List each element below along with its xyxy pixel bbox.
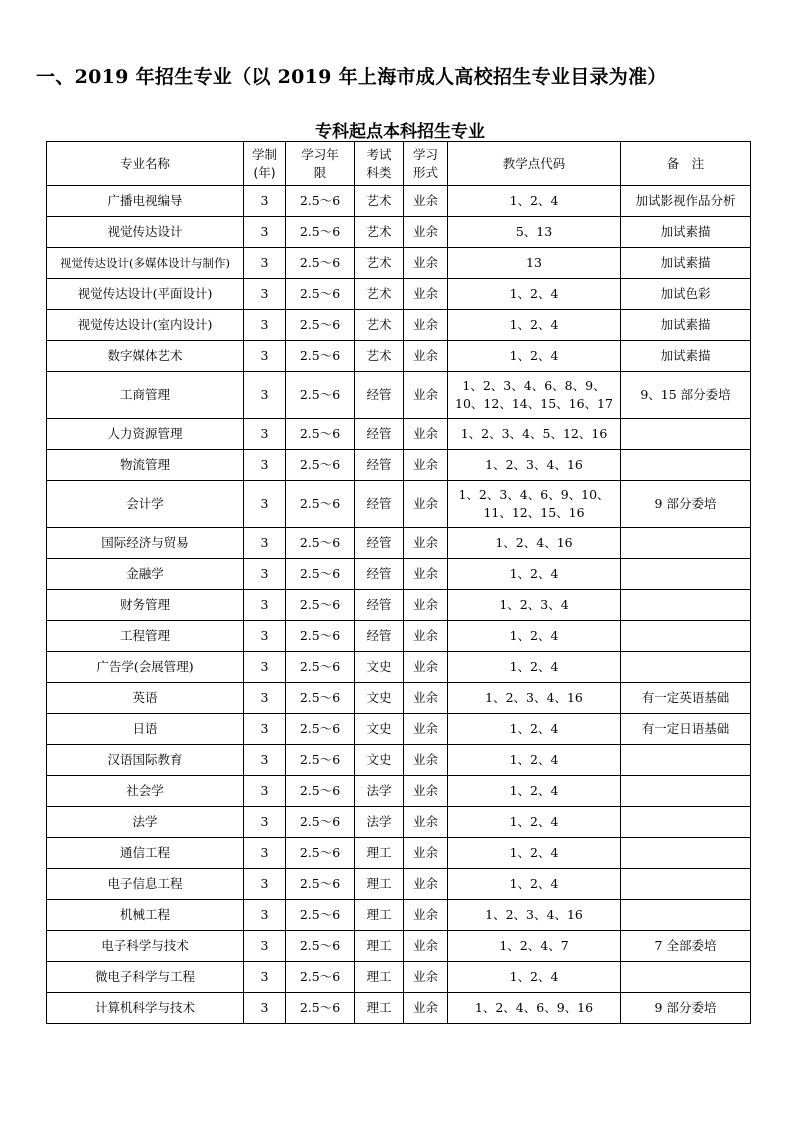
cell-mode: 业余 — [404, 481, 448, 528]
col-header-notes: 备 注 — [621, 142, 751, 186]
cell-years: 2.5～6 — [286, 450, 355, 481]
cell-codes: 1、2、4 — [448, 869, 621, 900]
cell-mode: 业余 — [404, 652, 448, 683]
cell-subject: 文史 — [355, 714, 404, 745]
cell-mode: 业余 — [404, 931, 448, 962]
cell-codes: 1、2、4 — [448, 652, 621, 683]
cell-codes: 1、2、3、4、6、9、10、11、12、15、16 — [448, 481, 621, 528]
table-row — [47, 248, 751, 279]
cell-duration: 3 — [244, 621, 286, 652]
cell-duration: 3 — [244, 559, 286, 590]
cell-notes: 7 全部委培 — [621, 931, 751, 962]
cell-codes: 5、13 — [448, 217, 621, 248]
cell-years: 2.5～6 — [286, 683, 355, 714]
cell-codes: 1、2、4、16 — [448, 528, 621, 559]
cell-duration: 3 — [244, 590, 286, 621]
cell-codes: 1、2、4 — [448, 745, 621, 776]
cell-name: 电子科学与技术 — [47, 931, 244, 962]
cell-mode: 业余 — [404, 590, 448, 621]
cell-name: 工程管理 — [47, 621, 244, 652]
cell-name: 视觉传达设计 — [47, 217, 244, 248]
cell-mode: 业余 — [404, 683, 448, 714]
cell-years: 2.5～6 — [286, 807, 355, 838]
cell-mode: 业余 — [404, 248, 448, 279]
table-header — [47, 142, 751, 186]
cell-subject: 理工 — [355, 962, 404, 993]
cell-codes: 1、2、4 — [448, 279, 621, 310]
table-row — [47, 807, 751, 838]
cell-name: 英语 — [47, 683, 244, 714]
cell-subject: 艺术 — [355, 341, 404, 372]
cell-notes — [621, 419, 751, 450]
cell-duration: 3 — [244, 714, 286, 745]
cell-notes — [621, 838, 751, 869]
cell-notes — [621, 590, 751, 621]
table-row — [47, 481, 751, 528]
cell-notes — [621, 559, 751, 590]
col-header-mode — [404, 142, 448, 186]
cell-codes: 1、2、4 — [448, 962, 621, 993]
table-row — [47, 341, 751, 372]
cell-name: 电子信息工程 — [47, 869, 244, 900]
cell-years: 2.5～6 — [286, 372, 355, 419]
cell-years: 2.5～6 — [286, 217, 355, 248]
cell-duration: 3 — [244, 450, 286, 481]
cell-name: 视觉传达设计(多媒体设计与制作) — [47, 248, 244, 279]
table-row — [47, 450, 751, 481]
cell-subject: 经管 — [355, 450, 404, 481]
cell-notes: 9 部分委培 — [621, 481, 751, 528]
cell-subject: 艺术 — [355, 310, 404, 341]
cell-years: 2.5～6 — [286, 962, 355, 993]
cell-duration: 3 — [244, 683, 286, 714]
table-row — [47, 993, 751, 1024]
cell-mode: 业余 — [404, 372, 448, 419]
cell-subject: 理工 — [355, 838, 404, 869]
header-row — [47, 142, 751, 186]
cell-duration: 3 — [244, 869, 286, 900]
cell-codes: 1、2、3、4、5、12、16 — [448, 419, 621, 450]
cell-years: 2.5～6 — [286, 559, 355, 590]
cell-duration: 3 — [244, 186, 286, 217]
cell-duration: 3 — [244, 652, 286, 683]
table-row — [47, 559, 751, 590]
cell-subject: 经管 — [355, 372, 404, 419]
cell-subject: 文史 — [355, 745, 404, 776]
cell-codes: 1、2、4 — [448, 186, 621, 217]
cell-duration: 3 — [244, 962, 286, 993]
cell-mode: 业余 — [404, 776, 448, 807]
cell-name: 财务管理 — [47, 590, 244, 621]
cell-years: 2.5～6 — [286, 279, 355, 310]
cell-name: 机械工程 — [47, 900, 244, 931]
cell-subject: 理工 — [355, 931, 404, 962]
cell-duration: 3 — [244, 838, 286, 869]
cell-years: 2.5～6 — [286, 931, 355, 962]
cell-years: 2.5～6 — [286, 993, 355, 1024]
cell-notes: 加试影视作品分析 — [621, 186, 751, 217]
cell-codes: 1、2、4 — [448, 838, 621, 869]
cell-notes: 有一定日语基础 — [621, 714, 751, 745]
cell-duration: 3 — [244, 248, 286, 279]
table-row — [47, 372, 751, 419]
table-title: 专科起点本科招生专业 — [315, 122, 485, 142]
cell-codes: 1、2、4、7 — [448, 931, 621, 962]
cell-codes: 1、2、3、4、6、8、9、10、12、14、15、16、17 — [448, 372, 621, 419]
cell-name: 社会学 — [47, 776, 244, 807]
cell-subject: 理工 — [355, 900, 404, 931]
cell-codes: 1、2、3、4、16 — [448, 683, 621, 714]
cell-duration: 3 — [244, 419, 286, 450]
cell-name: 视觉传达设计(平面设计) — [47, 279, 244, 310]
cell-mode: 业余 — [404, 559, 448, 590]
cell-subject: 法学 — [355, 776, 404, 807]
table-row — [47, 900, 751, 931]
cell-subject: 艺术 — [355, 186, 404, 217]
table-row — [47, 745, 751, 776]
cell-codes: 1、2、4 — [448, 310, 621, 341]
cell-codes: 1、2、4 — [448, 776, 621, 807]
table-row — [47, 776, 751, 807]
cell-codes: 1、2、3、4、16 — [448, 900, 621, 931]
cell-mode: 业余 — [404, 419, 448, 450]
cell-years: 2.5～6 — [286, 341, 355, 372]
cell-codes: 1、2、4 — [448, 714, 621, 745]
cell-codes: 1、2、3、4 — [448, 590, 621, 621]
cell-subject: 艺术 — [355, 279, 404, 310]
cell-mode: 业余 — [404, 900, 448, 931]
cell-years: 2.5～6 — [286, 481, 355, 528]
cell-duration: 3 — [244, 310, 286, 341]
cell-years: 2.5～6 — [286, 838, 355, 869]
cell-notes: 9、15 部分委培 — [621, 372, 751, 419]
cell-mode: 业余 — [404, 807, 448, 838]
cell-duration: 3 — [244, 217, 286, 248]
majors-table — [46, 141, 751, 1024]
cell-name: 广告学(会展管理) — [47, 652, 244, 683]
cell-notes: 加试素描 — [621, 217, 751, 248]
cell-name: 汉语国际教育 — [47, 745, 244, 776]
col-header-subject-line1: 考试 — [366, 146, 392, 162]
cell-years: 2.5～6 — [286, 310, 355, 341]
cell-notes: 9 部分委培 — [621, 993, 751, 1024]
cell-mode: 业余 — [404, 450, 448, 481]
cell-mode: 业余 — [404, 217, 448, 248]
table-row — [47, 279, 751, 310]
cell-notes: 加试素描 — [621, 248, 751, 279]
cell-mode: 业余 — [404, 341, 448, 372]
cell-codes: 1、2、4 — [448, 341, 621, 372]
cell-duration: 3 — [244, 900, 286, 931]
cell-subject: 理工 — [355, 869, 404, 900]
table-body — [47, 186, 751, 1024]
cell-subject: 法学 — [355, 807, 404, 838]
cell-mode: 业余 — [404, 993, 448, 1024]
cell-subject: 文史 — [355, 652, 404, 683]
cell-name: 金融学 — [47, 559, 244, 590]
table-row — [47, 683, 751, 714]
cell-mode: 业余 — [404, 714, 448, 745]
cell-notes — [621, 450, 751, 481]
cell-years: 2.5～6 — [286, 590, 355, 621]
cell-notes — [621, 776, 751, 807]
cell-name: 数字媒体艺术 — [47, 341, 244, 372]
cell-duration: 3 — [244, 481, 286, 528]
cell-name: 国际经济与贸易 — [47, 528, 244, 559]
cell-subject: 经管 — [355, 481, 404, 528]
cell-notes — [621, 528, 751, 559]
table-row — [47, 621, 751, 652]
cell-years: 2.5～6 — [286, 248, 355, 279]
cell-mode: 业余 — [404, 621, 448, 652]
cell-years: 2.5～6 — [286, 186, 355, 217]
cell-notes: 加试素描 — [621, 341, 751, 372]
cell-mode: 业余 — [404, 838, 448, 869]
cell-duration: 3 — [244, 776, 286, 807]
cell-mode: 业余 — [404, 745, 448, 776]
col-header-codes: 教学点代码 — [448, 142, 621, 186]
cell-codes: 1、2、4 — [448, 621, 621, 652]
cell-duration: 3 — [244, 372, 286, 419]
col-header-duration-line1: 学制 — [251, 146, 277, 162]
table-row — [47, 310, 751, 341]
cell-notes: 加试色彩 — [621, 279, 751, 310]
col-header-years — [286, 142, 355, 186]
cell-duration: 3 — [244, 279, 286, 310]
cell-duration: 3 — [244, 745, 286, 776]
cell-years: 2.5～6 — [286, 652, 355, 683]
cell-subject: 经管 — [355, 528, 404, 559]
cell-years: 2.5～6 — [286, 869, 355, 900]
cell-codes: 1、2、4 — [448, 559, 621, 590]
cell-years: 2.5～6 — [286, 900, 355, 931]
col-header-mode-line1: 学习 — [412, 146, 438, 162]
cell-subject: 艺术 — [355, 248, 404, 279]
cell-name: 日语 — [47, 714, 244, 745]
cell-years: 2.5～6 — [286, 621, 355, 652]
cell-mode: 业余 — [404, 310, 448, 341]
cell-subject: 经管 — [355, 559, 404, 590]
cell-subject: 艺术 — [355, 217, 404, 248]
cell-notes — [621, 652, 751, 683]
table-row — [47, 590, 751, 621]
cell-mode: 业余 — [404, 186, 448, 217]
table-row — [47, 931, 751, 962]
cell-notes — [621, 621, 751, 652]
cell-name: 工商管理 — [47, 372, 244, 419]
col-header-subject-line2: 科类 — [366, 164, 392, 180]
cell-years: 2.5～6 — [286, 419, 355, 450]
cell-notes: 加试素描 — [621, 310, 751, 341]
cell-name: 人力资源管理 — [47, 419, 244, 450]
table-row — [47, 869, 751, 900]
col-header-years-line2: 限 — [313, 164, 327, 180]
table-row — [47, 962, 751, 993]
cell-name: 会计学 — [47, 481, 244, 528]
cell-subject: 经管 — [355, 621, 404, 652]
col-header-years-line1: 学习年 — [301, 146, 339, 162]
cell-duration: 3 — [244, 341, 286, 372]
cell-years: 2.5～6 — [286, 714, 355, 745]
col-header-duration-line2: (年) — [253, 164, 276, 180]
col-header-duration — [244, 142, 286, 186]
cell-notes — [621, 745, 751, 776]
col-header-subject — [355, 142, 404, 186]
col-header-mode-line2: 形式 — [412, 164, 438, 180]
table-row — [47, 186, 751, 217]
cell-years: 2.5～6 — [286, 528, 355, 559]
table-row — [47, 714, 751, 745]
cell-name: 计算机科学与技术 — [47, 993, 244, 1024]
cell-mode: 业余 — [404, 962, 448, 993]
cell-codes: 1、2、3、4、16 — [448, 450, 621, 481]
cell-years: 2.5～6 — [286, 776, 355, 807]
section-heading: 一、2019 年招生专业（以 2019 年上海市成人高校招生专业目录为准） — [36, 66, 667, 88]
cell-name: 通信工程 — [47, 838, 244, 869]
cell-subject: 文史 — [355, 683, 404, 714]
cell-duration: 3 — [244, 993, 286, 1024]
cell-name: 物流管理 — [47, 450, 244, 481]
cell-name: 微电子科学与工程 — [47, 962, 244, 993]
table-row — [47, 652, 751, 683]
col-header-name: 专业名称 — [47, 142, 244, 186]
cell-name: 广播电视编导 — [47, 186, 244, 217]
cell-codes: 13 — [448, 248, 621, 279]
cell-mode: 业余 — [404, 528, 448, 559]
cell-notes: 有一定英语基础 — [621, 683, 751, 714]
cell-mode: 业余 — [404, 869, 448, 900]
cell-name: 视觉传达设计(室内设计) — [47, 310, 244, 341]
cell-duration: 3 — [244, 931, 286, 962]
cell-codes: 1、2、4 — [448, 807, 621, 838]
cell-notes — [621, 807, 751, 838]
cell-notes — [621, 869, 751, 900]
cell-codes: 1、2、4、6、9、16 — [448, 993, 621, 1024]
cell-subject: 经管 — [355, 419, 404, 450]
table-row — [47, 217, 751, 248]
cell-name: 法学 — [47, 807, 244, 838]
cell-years: 2.5～6 — [286, 745, 355, 776]
cell-notes — [621, 962, 751, 993]
cell-subject: 经管 — [355, 590, 404, 621]
cell-notes — [621, 900, 751, 931]
cell-duration: 3 — [244, 528, 286, 559]
cell-duration: 3 — [244, 807, 286, 838]
table-row — [47, 528, 751, 559]
cell-mode: 业余 — [404, 279, 448, 310]
cell-subject: 理工 — [355, 993, 404, 1024]
table-row — [47, 838, 751, 869]
table-row — [47, 419, 751, 450]
